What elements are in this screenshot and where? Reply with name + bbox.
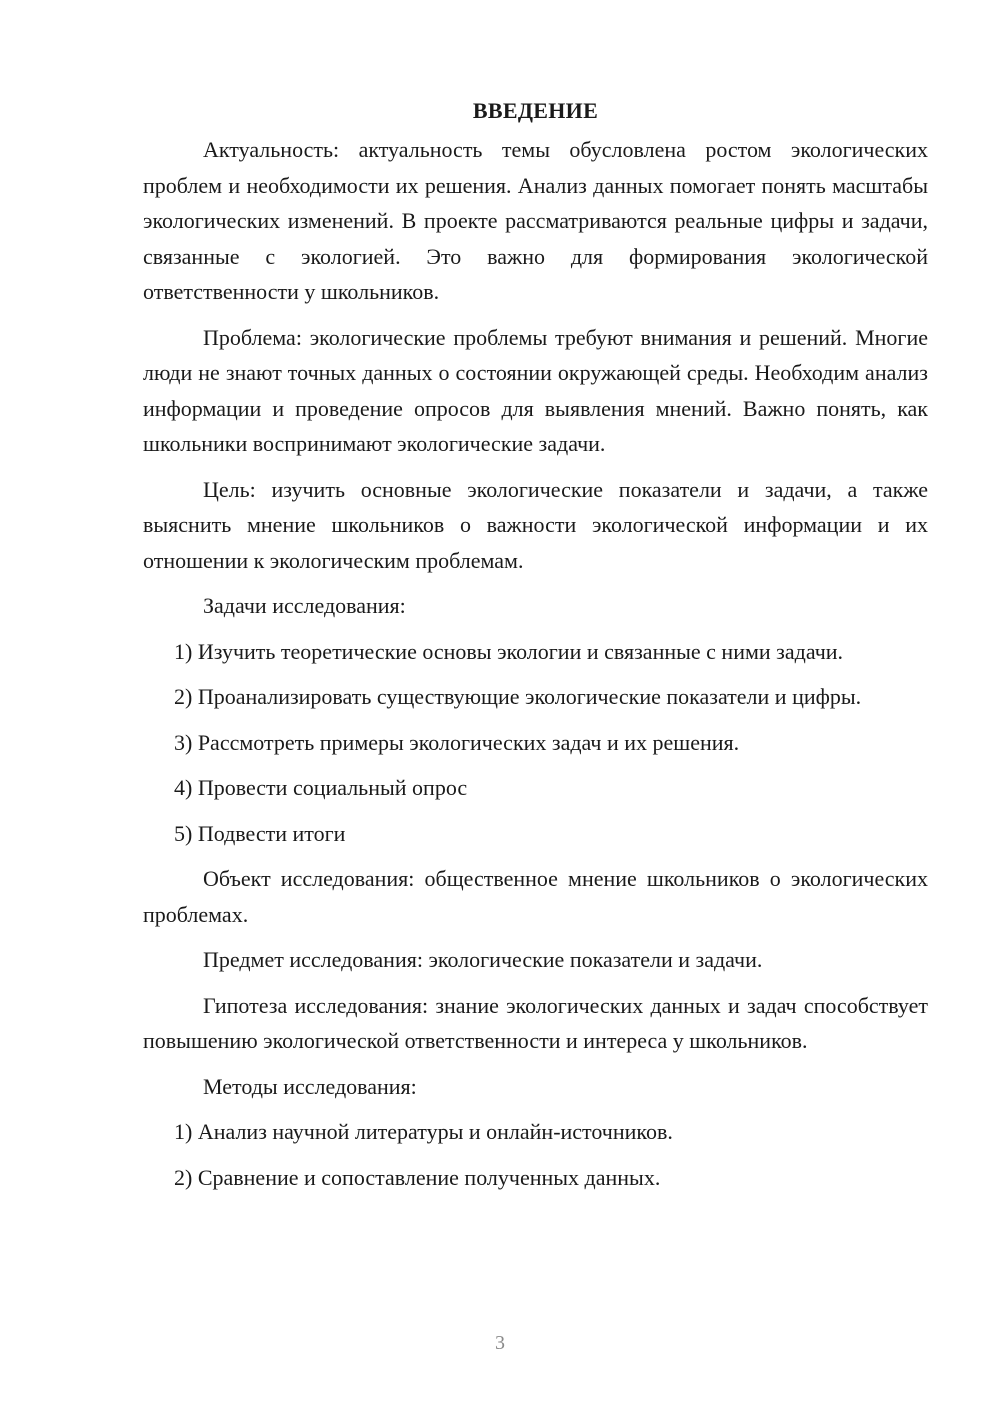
paragraph-goal: Цель: изучить основные экологические показатели и задачи, а также выяснить мнение школьников о важности экологической информации и их отношении к экологическим проблемам. xyxy=(143,476,928,573)
paragraph-methods-heading: Методы исследования: xyxy=(203,1073,417,1099)
method-item-2: 2) Сравнение и сопоставление полученных данных. xyxy=(174,1164,661,1190)
task-item-1: 1) Изучить теоретические основы экологии и связанные с ними задачи. xyxy=(174,638,844,664)
section-title: ВВЕДЕНИЕ xyxy=(472,98,599,123)
page-number: 3 xyxy=(495,1332,505,1354)
task-item-3: 3) Рассмотреть примеры экологических задач и их решения. xyxy=(174,729,740,755)
paragraph-hypothesis: Гипотеза исследования: знание экологических данных и задач способствует повышению экологической ответственности и интереса у школьников. xyxy=(143,992,928,1053)
document-page xyxy=(143,94,928,1205)
task-item-2: 2) Проанализировать существующие экологические показатели и цифры. xyxy=(174,684,862,709)
task-item-4: 4) Провести социальный опрос xyxy=(174,775,468,800)
paragraph-object: Объект исследования: общественное мнение школьников о экологических проблемах. xyxy=(143,866,928,927)
paragraph-tasks-heading: Задачи исследования: xyxy=(203,593,406,618)
method-item-1: 1) Анализ научной литературы и онлайн-источников. xyxy=(174,1119,673,1144)
paragraph-relevance: Актуальность: актуальность темы обусловлена ростом экологических проблем и необходимости их решения. Анализ данных помогает понять масштабы экологических изменений. В проекте рассматриваются реальные цифры и задачи, связанные с экологией. Это важно для формирования экологической ответственности у школьников. xyxy=(143,137,928,304)
paragraph-subject: Предмет исследования: экологические показатели и задачи. xyxy=(203,947,763,972)
task-item-5: 5) Подвести итоги xyxy=(174,820,346,846)
paragraph-problem: Проблема: экологические проблемы требуют внимания и решений. Многие люди не знают точных данных о состоянии окружающей среды. Необходим анализ информации и проведение опросов для выявления мнений. Важно понять, как школьники воспринимают экологические задачи. xyxy=(143,324,928,456)
